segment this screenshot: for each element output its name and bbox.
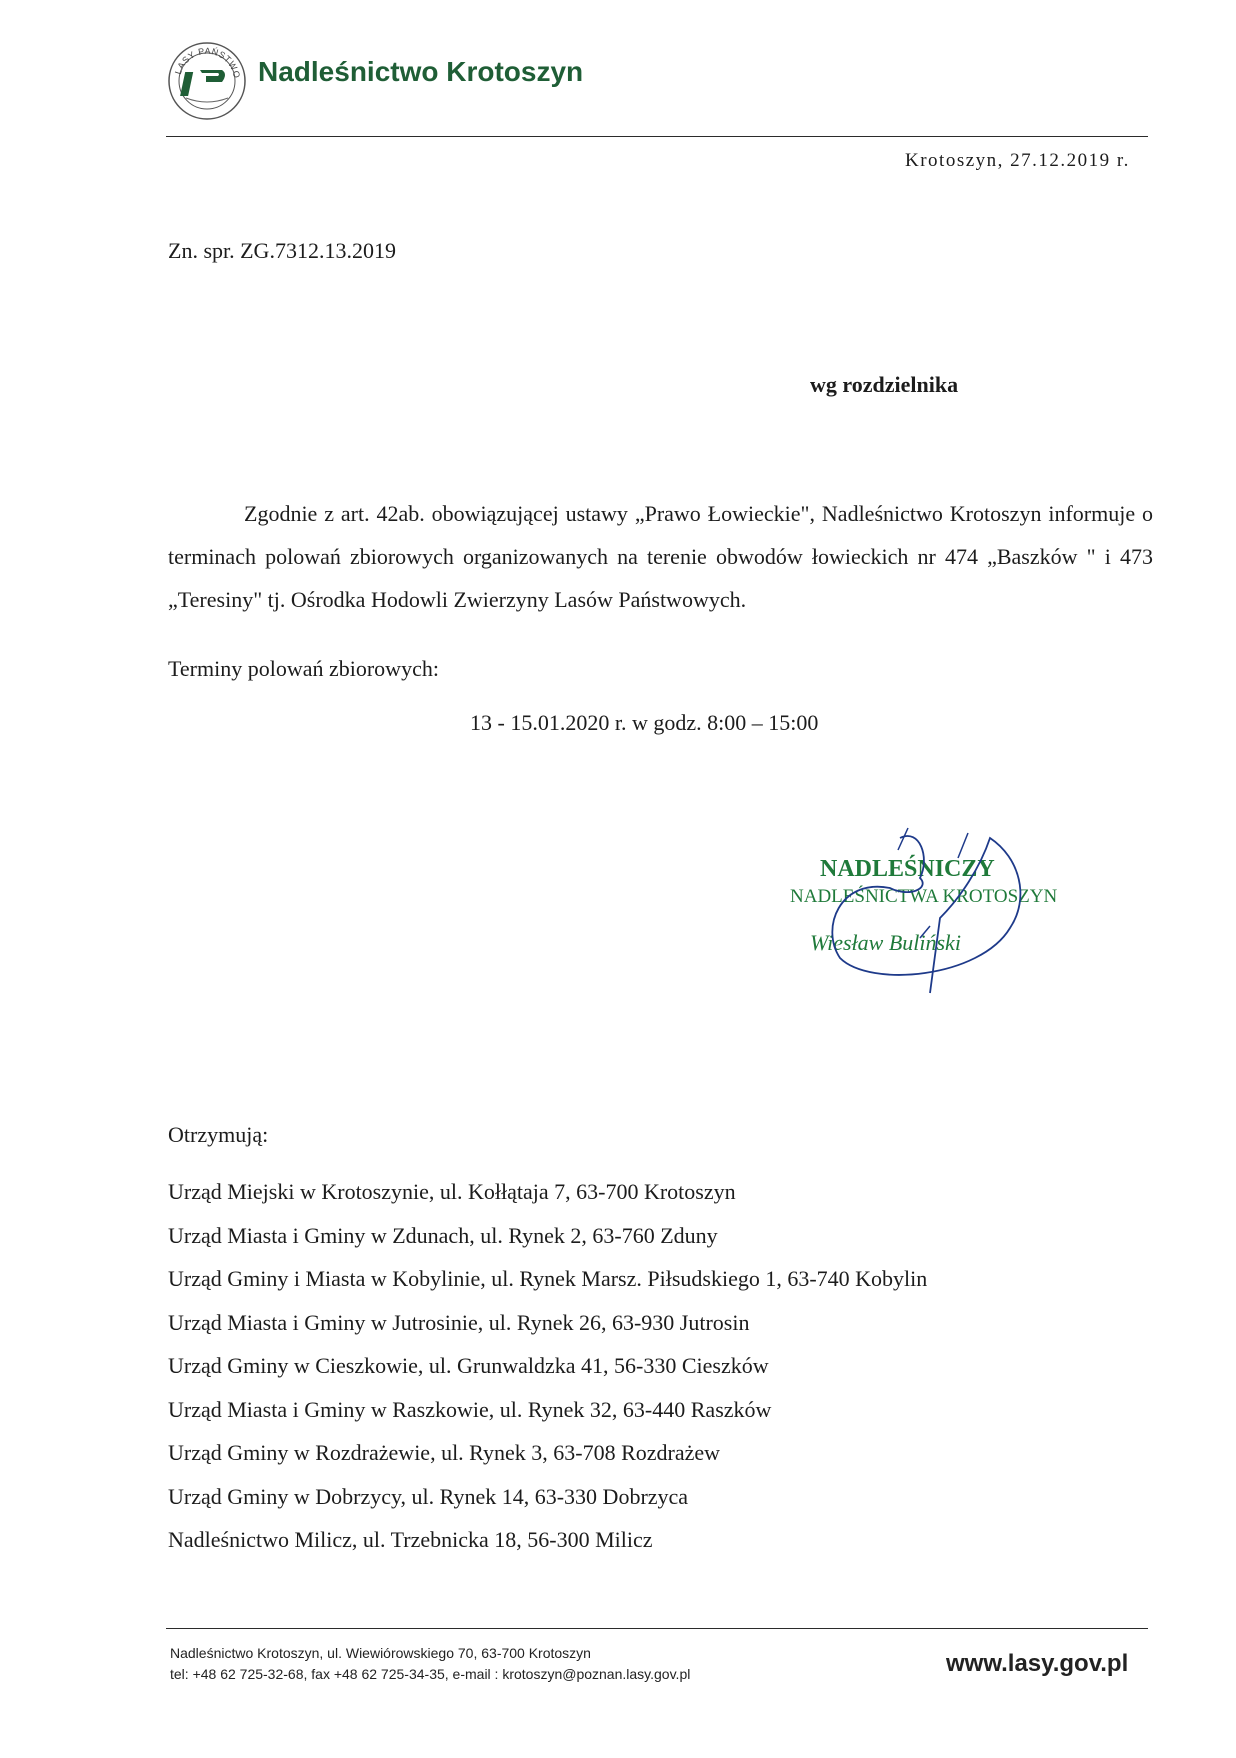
stamp-unit: NADLEŚNICTWA KROTOSZYN [790, 886, 1058, 907]
svg-text:LASY PAŃSTWOWE: LASY PAŃSTWO [172, 45, 242, 80]
stamp-name: Wiesław Buliński [810, 930, 961, 955]
footer-divider [166, 1628, 1148, 1629]
list-item: Nadleśnictwo Milicz, ul. Trzebnicka 18, 56-300 Milicz [168, 1527, 653, 1552]
terms-label: Terminy polowań zbiorowych: [168, 656, 439, 681]
signature-stamp [780, 818, 1080, 998]
forest-logo-icon [166, 40, 248, 122]
body-paragraph: Zgodnie z art. 42ab. obowiązującej ustawy „Prawo Łowieckie", Nadleśnictwo Krotoszyn informuje o terminach polowań zbiorowych organizowanych na terenie obwodów łowieckich nr 474 „Baszków " i 473 „Teresiny" tj. Ośrodka Hodowli Zwierzyny Lasów Państwowych. [168, 501, 1153, 612]
case-reference: Zn. spr. ZG.7312.13.2019 [168, 238, 396, 263]
recipients-label: Otrzymują: [168, 1122, 269, 1147]
stamp-title: NADLEŚNICZY [820, 856, 995, 882]
footer-contact: tel: +48 62 725-32-68, fax +48 62 725-34-35, e-mail : krotoszyn@poznan.lasy.gov.pl [170, 1666, 691, 1682]
addressee: wg rozdzielnika [810, 372, 959, 397]
list-item: Urząd Gminy i Miasta w Kobylinie, ul. Rynek Marsz. Piłsudskiego 1, 63-740 Kobylin [168, 1266, 928, 1291]
terms-value: 13 - 15.01.2020 r. w godz. 8:00 – 15:00 [470, 710, 819, 735]
list-item: Urząd Gminy w Dobrzycy, ul. Rynek 14, 63-330 Dobrzyca [168, 1483, 689, 1509]
list-item: Urząd Miasta i Gminy w Jutrosinie, ul. Rynek 26, 63-930 Jutrosin [168, 1309, 750, 1335]
list-item: Urząd Miasta i Gminy w Zdunach, ul. Rynek 2, 63-760 Zduny [168, 1222, 718, 1248]
list-item: Urząd Miejski w Krotoszynie, ul. Kołłątaja 7, 63-700 Krotoszyn [168, 1179, 736, 1204]
list-item: Urząd Miasta i Gminy w Raszkowie, ul. Rynek 32, 63-440 Raszków [168, 1396, 772, 1422]
footer-address: Nadleśnictwo Krotoszyn, ul. Wiewiórowskiego 70, 63-700 Krotoszyn [170, 1645, 591, 1661]
list-item: Urząd Gminy w Rozdrażewie, ul. Rynek 3, 63-708 Rozdrażew [168, 1440, 721, 1465]
recipients-list [168, 1170, 927, 1562]
letter-date: Krotoszyn, 27.12.2019 r. [905, 150, 1130, 171]
footer-website: www.lasy.gov.pl [946, 1650, 1129, 1677]
list-item: Urząd Gminy w Cieszkowie, ul. Grunwaldzka 41, 56-330 Cieszków [168, 1353, 769, 1378]
organization-name: Nadleśnictwo Krotoszyn [258, 56, 584, 87]
lasy-panstwowe-logo [166, 40, 248, 122]
header-divider [166, 136, 1148, 137]
